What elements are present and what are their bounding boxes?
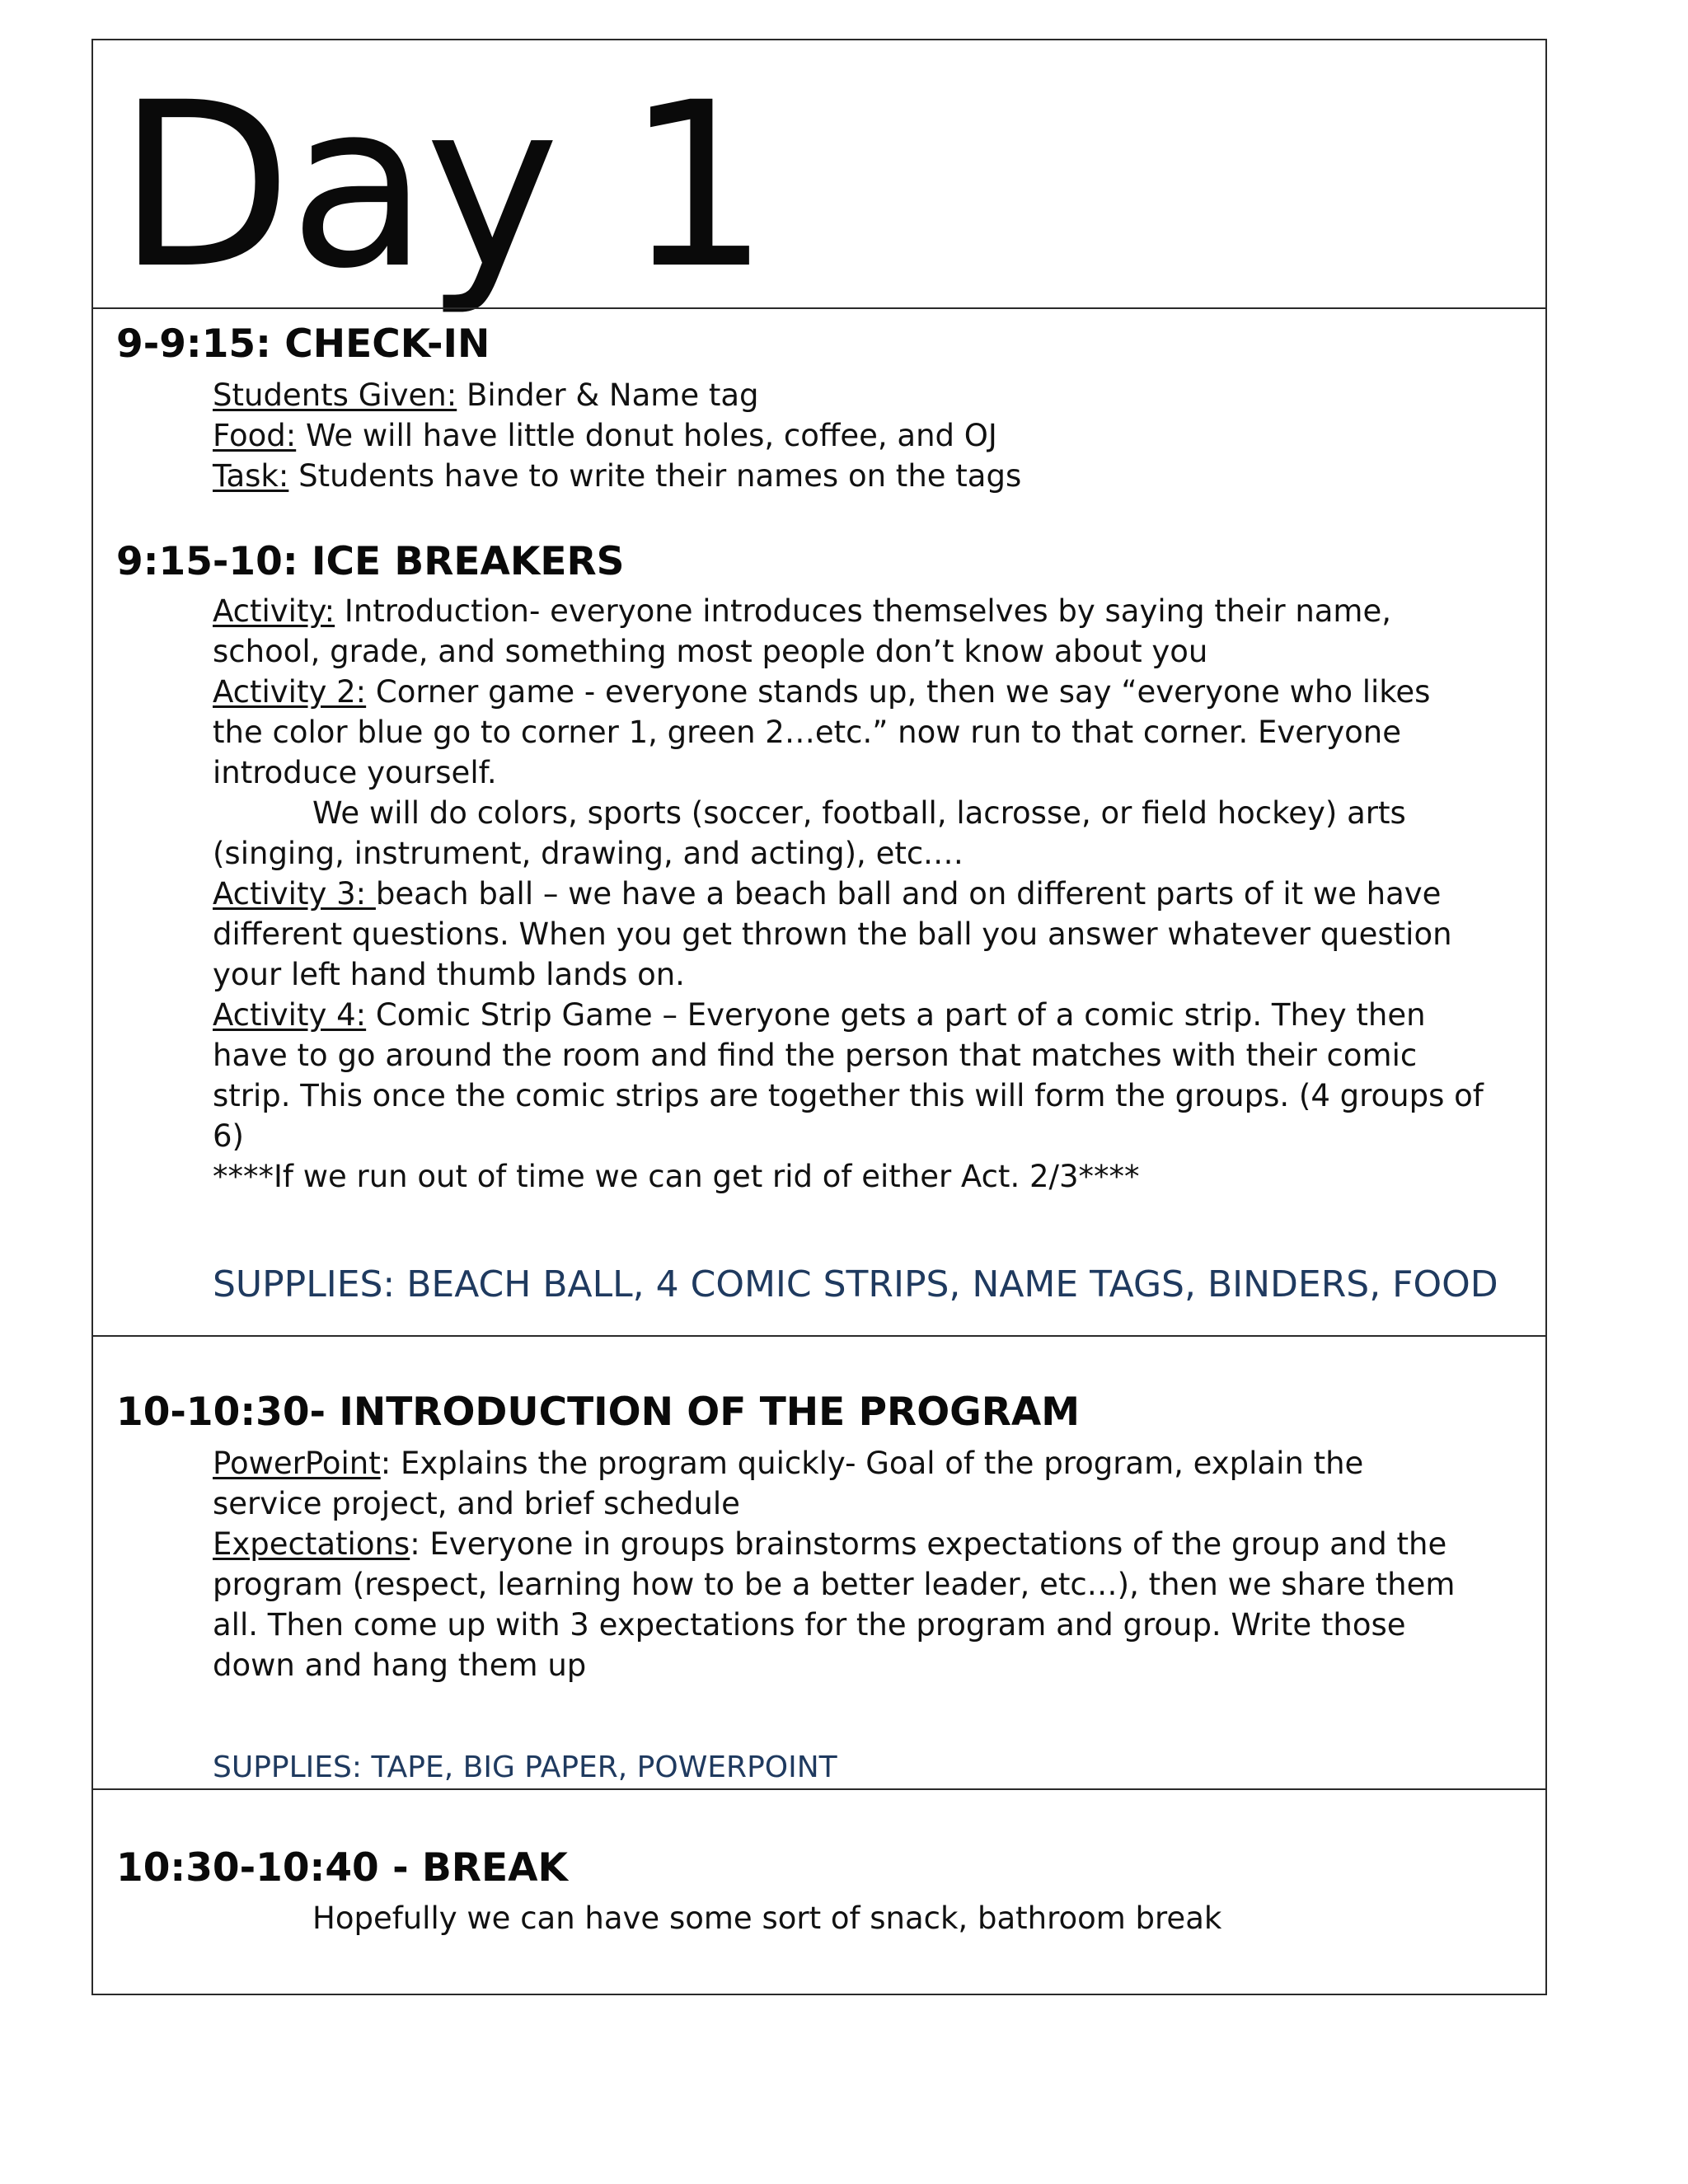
- break-heading: 10:30-10:40 - BREAK: [116, 1845, 568, 1891]
- intro-details: [213, 1443, 1523, 1685]
- item-text: : Everyone in groups brainstorms expectations of the group and the: [410, 1526, 1447, 1562]
- icebreakers-supplies: SUPPLIES: BEACH BALL, 4 COMIC STRIPS, NAME TAGS, BINDERS, FOOD: [213, 1263, 1498, 1305]
- activity-line: the color blue go to corner 1, green 2…etc.” now run to that corner. Everyone: [213, 715, 1402, 750]
- row-divider: [93, 307, 1545, 309]
- activity-line: [213, 874, 1523, 914]
- checkin-details: [213, 375, 1523, 496]
- activity-line: have to go around the room and find the person that matches with their comic: [213, 1038, 1418, 1073]
- item-text: Binder & Name tag: [457, 377, 759, 413]
- activity-text: Introduction- everyone introduces themselves by saying their name,: [335, 593, 1392, 629]
- checkin-heading: 9-9:15: CHECK-IN: [116, 321, 490, 367]
- schedule-table: [91, 39, 1547, 1995]
- intro-supplies: SUPPLIES: TAPE, BIG PAPER, POWERPOINT: [213, 1750, 837, 1784]
- item-text: Students have to write their names on the tags: [288, 458, 1022, 494]
- row-divider: [93, 1788, 1545, 1790]
- activity-line: 6): [213, 1118, 244, 1154]
- activity-label: Activity:: [213, 593, 335, 629]
- intro-line: [213, 1443, 1523, 1483]
- activity-text: Corner game - everyone stands up, then we say “everyone who likes: [366, 674, 1431, 710]
- activity-line: We will do colors, sports (soccer, football, lacrosse, or field hockey) arts: [312, 795, 1406, 831]
- note-line: ****If we run out of time we can get rid of either Act. 2/3****: [213, 1159, 1140, 1194]
- activity-line: [213, 995, 1523, 1035]
- intro-line: program (respect, learning how to be a better leader, etc…), then we share them: [213, 1567, 1456, 1602]
- intro-line: down and hang them up: [213, 1647, 587, 1683]
- icebreakers-heading: 9:15-10: ICE BREAKERS: [116, 539, 625, 584]
- intro-line: service project, and brief schedule: [213, 1486, 740, 1521]
- activity-line: introduce yourself.: [213, 755, 497, 790]
- checkin-item: [213, 415, 1523, 456]
- activity-label: Activity 3:: [213, 876, 376, 912]
- intro-line: all. Then come up with 3 expectations for the program and group. Write those: [213, 1607, 1406, 1643]
- intro-heading: 10-10:30- INTRODUCTION OF THE PROGRAM: [116, 1390, 1081, 1435]
- intro-line: [213, 1524, 1523, 1564]
- checkin-item: [213, 456, 1523, 496]
- activity-line: school, grade, and something most people don’t know about you: [213, 634, 1208, 669]
- page-title: Day 1: [117, 54, 767, 319]
- break-details: [213, 1898, 1523, 1938]
- item-label: Task:: [213, 458, 289, 494]
- activity-label: Activity 4:: [213, 997, 367, 1033]
- item-text: : Explains the program quickly- Goal of the program, explain the: [380, 1446, 1364, 1481]
- activity-line: (singing, instrument, drawing, and acting), etc.…: [213, 836, 964, 871]
- activity-line: [213, 591, 1523, 631]
- item-label: PowerPoint: [213, 1446, 381, 1481]
- row-divider: [93, 1335, 1545, 1337]
- activity-label: Activity 2:: [213, 674, 367, 710]
- checkin-item: [213, 375, 1523, 415]
- break-text: Hopefully we can have some sort of snack, bathroom break: [312, 1900, 1222, 1936]
- item-label: Food:: [213, 418, 297, 453]
- activity-line: different questions. When you get thrown the ball you answer whatever question: [213, 916, 1452, 952]
- item-label: Expectations: [213, 1526, 410, 1562]
- activity-text: beach ball – we have a beach ball and on different parts of it we have: [375, 876, 1442, 912]
- activity-line: your left hand thumb lands on.: [213, 957, 685, 992]
- activity-line: [213, 672, 1523, 712]
- activity-line: strip. This once the comic strips are together this will form the groups. (4 groups of: [213, 1078, 1484, 1113]
- item-label: Students Given:: [213, 377, 457, 413]
- activity-text: Comic Strip Game – Everyone gets a part of a comic strip. They then: [366, 997, 1426, 1033]
- icebreakers-details: [213, 591, 1523, 1197]
- item-text: We will have little donut holes, coffee, and OJ: [296, 418, 997, 453]
